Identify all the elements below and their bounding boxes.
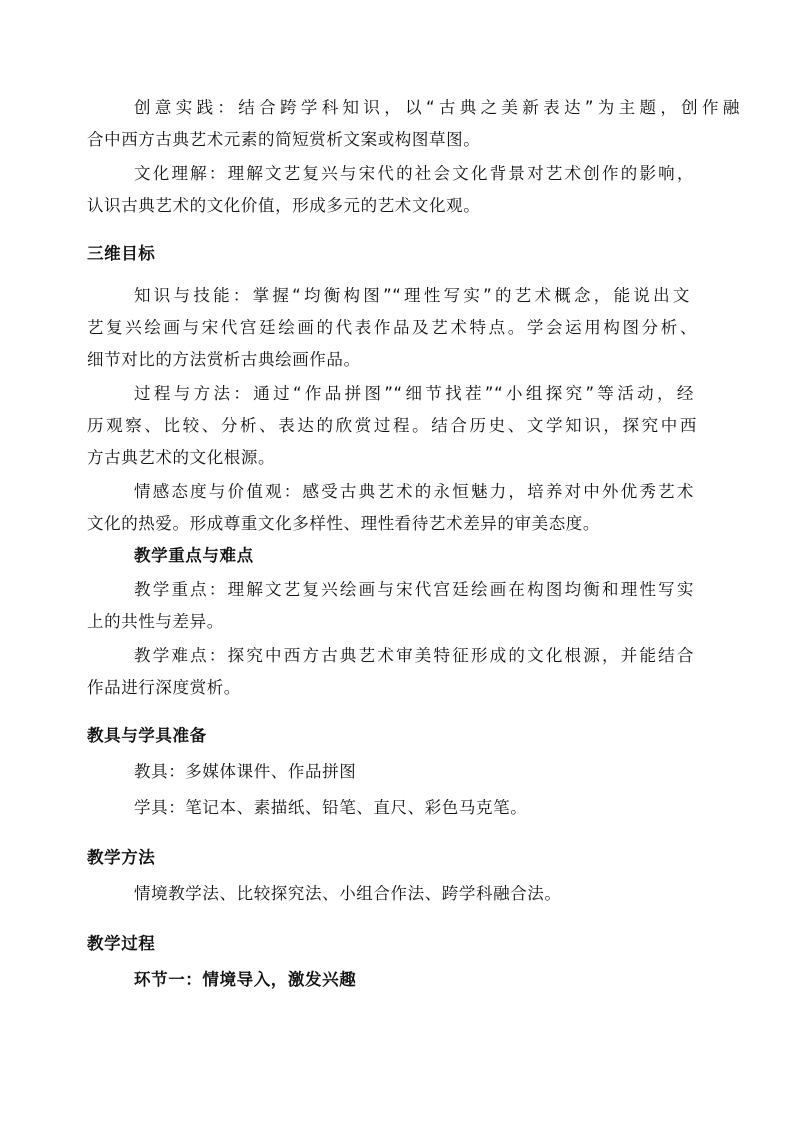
heading-stage-one: 环节一：情境导入，激发兴趣 (134, 970, 357, 989)
teaching-methods-line: 情境教学法、比较探究法、小组合作法、跨学科融合法。 (134, 884, 562, 903)
paragraph-process-methods-line3: 方古典艺术的文化根源。 (87, 448, 276, 467)
paragraph-process-methods-line1: 过程与方法：通过“作品拼图”“细节找茬”“小组探究”等活动，经 (134, 384, 694, 403)
paragraph-process-methods-line2: 历观察、比较、分析、表达的欣赏过程。结合历史、文学知识，探究中西 (87, 416, 697, 435)
learning-aids-line: 学具：笔记本、素描纸、铅笔、直尺、彩色马克笔。 (134, 798, 528, 817)
paragraph-emotion-values-line1: 情感态度与价值观：感受古典艺术的永恒魅力，培养对中外优秀艺术 (134, 482, 694, 501)
heading-teaching-process: 教学过程 (87, 934, 156, 953)
paragraph-teaching-focus-line2: 上的共性与差异。 (87, 612, 224, 631)
heading-teaching-aids: 教具与学具准备 (87, 726, 207, 745)
paragraph-knowledge-skills-line1: 知识与技能：掌握“均衡构图”“理性写实”的艺术概念，能说出文 (134, 286, 690, 305)
paragraph-knowledge-skills-line2: 艺复兴绘画与宋代宫廷绘画的代表作品及艺术特点。学会运用构图分析、 (87, 318, 697, 337)
paragraph-emotion-values-line2: 文化的热爱。形成尊重文化多样性、理性看待艺术差异的审美态度。 (87, 514, 600, 533)
teaching-aids-line: 教具：多媒体课件、作品拼图 (134, 762, 357, 781)
paragraph-creative-practice-line2: 合中西方古典艺术元素的简短赏析文案或构图草图。 (87, 130, 481, 149)
paragraph-teaching-difficulty-line1: 教学难点：探究中西方古典艺术审美特征形成的文化根源，并能结合 (134, 646, 694, 665)
heading-key-points-difficulties: 教学重点与难点 (134, 546, 254, 565)
heading-three-dimensional-goals: 三维目标 (87, 244, 156, 263)
paragraph-teaching-difficulty-line2: 作品进行深度赏析。 (87, 678, 241, 697)
paragraph-creative-practice-line1: 创意实践：结合跨学科知识，以“古典之美新表达”为主题，创作融 (134, 98, 740, 117)
paragraph-cultural-understanding-line2: 认识古典艺术的文化价值，形成多元的艺术文化观。 (87, 196, 481, 215)
paragraph-cultural-understanding-line1: 文化理解：理解文艺复兴与宋代的社会文化背景对艺术创作的影响， (134, 164, 694, 183)
paragraph-knowledge-skills-line3: 细节对比的方法赏析古典绘画作品。 (87, 350, 361, 369)
paragraph-teaching-focus-line1: 教学重点：理解文艺复兴绘画与宋代宫廷绘画在构图均衡和理性写实 (134, 580, 694, 599)
heading-teaching-methods: 教学方法 (87, 848, 156, 867)
